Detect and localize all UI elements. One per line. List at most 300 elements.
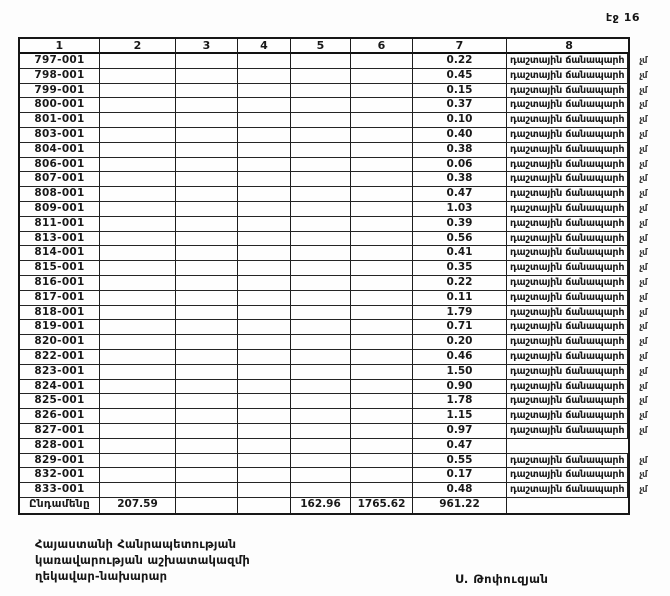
margin-note: չմ: [639, 129, 647, 140]
empty-cell: [351, 217, 413, 232]
total-value-cell: 1765.62: [351, 498, 413, 513]
empty-cell: [291, 291, 351, 306]
margin-note: չմ: [639, 322, 647, 333]
empty-cell: [100, 246, 176, 261]
column-header: 3: [176, 39, 238, 54]
margin-note: չմ: [639, 381, 647, 392]
empty-cell: [351, 246, 413, 261]
empty-cell: [291, 128, 351, 143]
empty-cell: [100, 365, 176, 380]
margin-note: չմ: [639, 144, 647, 155]
value-cell: 1.15: [413, 409, 507, 424]
value-cell: 0.37: [413, 98, 507, 113]
road-label-cell: դաշտային ճանապարհ: [507, 217, 628, 232]
empty-cell: [176, 454, 238, 469]
empty-cell: [238, 172, 291, 187]
empty-cell: [100, 439, 176, 454]
empty-cell: [176, 232, 238, 247]
empty-cell: [176, 158, 238, 173]
margin-note: չմ: [639, 218, 647, 229]
table-row: [20, 335, 647, 350]
margin-note: չմ: [639, 189, 647, 200]
empty-cell: [176, 424, 238, 439]
table-header-row: [20, 39, 628, 54]
value-cell: 0.56: [413, 232, 507, 247]
empty-cell: [351, 439, 413, 454]
margin-note: չմ: [639, 292, 647, 303]
empty-cell: [238, 291, 291, 306]
empty-cell: [291, 276, 351, 291]
empty-cell: [238, 380, 291, 395]
empty-cell: [291, 187, 351, 202]
value-cell: 0.45: [413, 69, 507, 84]
row-code-cell: 798-001: [20, 69, 100, 84]
empty-cell: [176, 98, 238, 113]
empty-cell: [291, 380, 351, 395]
value-cell: 0.11: [413, 291, 507, 306]
table-row: [20, 231, 647, 247]
value-cell: 0.10: [413, 113, 507, 128]
margin-note: չմ: [639, 100, 647, 111]
value-cell: 0.46: [413, 350, 507, 365]
road-label-cell: [507, 439, 628, 454]
margin-note: չմ: [639, 70, 647, 81]
row-code-cell: 832-001: [20, 468, 100, 483]
empty-cell: [100, 468, 176, 483]
table-row: [20, 423, 647, 439]
empty-cell: [351, 69, 413, 84]
total-value-cell: 207.59: [100, 498, 176, 513]
footer-signatory-title: [35, 536, 250, 584]
total-value-cell: 162.96: [291, 498, 351, 513]
table-row: [20, 439, 628, 454]
table-row: [20, 320, 647, 335]
empty-cell: [238, 276, 291, 291]
empty-cell: [291, 113, 351, 128]
empty-cell: [176, 261, 238, 276]
empty-cell: [238, 158, 291, 173]
road-label-cell: դաշտային ճանապարհ: [507, 261, 628, 276]
empty-cell: [351, 84, 413, 99]
empty-cell: [176, 483, 238, 498]
empty-cell: [351, 454, 413, 469]
empty-cell: [351, 468, 413, 483]
road-label-cell: դաշտային ճանապարհ: [507, 158, 628, 173]
empty-cell: [351, 291, 413, 306]
table-total-row: [20, 498, 628, 513]
empty-cell: [291, 84, 351, 99]
road-label-cell: դաշտային ճանապարհ: [507, 187, 628, 202]
empty-cell: [238, 217, 291, 232]
row-code-cell: 827-001: [20, 424, 100, 439]
margin-note: չմ: [639, 425, 647, 436]
row-code-cell: 828-001: [20, 439, 100, 454]
margin-note: չմ: [639, 277, 647, 288]
road-label-cell: դաշտային ճանապարհ: [507, 202, 628, 217]
empty-cell: [238, 306, 291, 321]
road-data-table: [18, 37, 647, 515]
empty-cell: [100, 217, 176, 232]
margin-note: չմ: [639, 307, 647, 318]
road-label-cell: դաշտային ճանապարհ: [507, 454, 628, 469]
signatory-name: Ս. Թոփուզյան: [455, 572, 549, 586]
empty-cell: [238, 498, 291, 513]
row-code-cell: 804-001: [20, 143, 100, 158]
table-row: [20, 187, 647, 202]
row-code-cell: 817-001: [20, 291, 100, 306]
empty-cell: [100, 202, 176, 217]
row-code-cell: 815-001: [20, 261, 100, 276]
empty-cell: [238, 394, 291, 409]
row-code-cell: 829-001: [20, 454, 100, 469]
road-label-cell: դաշտային ճանապարհ: [507, 69, 628, 84]
table-row: [20, 453, 647, 469]
value-cell: 1.50: [413, 365, 507, 380]
page-number-label: էջ 16: [605, 11, 640, 24]
empty-cell: [176, 468, 238, 483]
column-header: 5: [291, 39, 351, 54]
empty-cell: [291, 158, 351, 173]
row-code-cell: 813-001: [20, 232, 100, 247]
empty-cell: [176, 350, 238, 365]
empty-cell: [100, 187, 176, 202]
table-row: [20, 216, 647, 232]
table-body: [20, 54, 647, 498]
empty-cell: [507, 498, 628, 513]
row-code-cell: 799-001: [20, 84, 100, 99]
empty-cell: [351, 276, 413, 291]
empty-cell: [351, 128, 413, 143]
empty-cell: [176, 246, 238, 261]
road-label-cell: դաշտային ճանապարհ: [507, 172, 628, 187]
empty-cell: [100, 84, 176, 99]
empty-cell: [176, 306, 238, 321]
margin-note: չմ: [639, 115, 647, 126]
empty-cell: [291, 306, 351, 321]
margin-note: չմ: [639, 233, 647, 244]
road-label-cell: դաշտային ճանապարհ: [507, 350, 628, 365]
empty-cell: [291, 483, 351, 498]
column-header: 4: [238, 39, 291, 54]
empty-cell: [351, 172, 413, 187]
road-label-cell: դաշտային ճանապարհ: [507, 335, 628, 350]
empty-cell: [100, 158, 176, 173]
empty-cell: [238, 113, 291, 128]
empty-cell: [176, 172, 238, 187]
road-label-cell: դաշտային ճանապարհ: [507, 424, 628, 439]
empty-cell: [351, 98, 413, 113]
row-code-cell: 806-001: [20, 158, 100, 173]
empty-cell: [100, 261, 176, 276]
empty-cell: [351, 320, 413, 335]
row-code-cell: 814-001: [20, 246, 100, 261]
value-cell: 0.20: [413, 335, 507, 350]
table-row: [20, 157, 647, 173]
margin-note: չմ: [639, 470, 647, 481]
empty-cell: [176, 143, 238, 158]
margin-note: չմ: [639, 366, 647, 377]
empty-cell: [238, 350, 291, 365]
margin-note: չմ: [639, 455, 647, 466]
value-cell: 0.15: [413, 84, 507, 99]
empty-cell: [100, 291, 176, 306]
empty-cell: [176, 276, 238, 291]
empty-cell: [100, 454, 176, 469]
value-cell: 0.55: [413, 454, 507, 469]
empty-cell: [351, 143, 413, 158]
empty-cell: [176, 291, 238, 306]
empty-cell: [238, 187, 291, 202]
empty-cell: [238, 424, 291, 439]
value-cell: 0.40: [413, 128, 507, 143]
table-row: [20, 246, 647, 261]
road-label-cell: դաշտային ճանապարհ: [507, 143, 628, 158]
margin-note: չմ: [639, 351, 647, 362]
road-label-cell: դաշտային ճանապարհ: [507, 98, 628, 113]
row-code-cell: 818-001: [20, 306, 100, 321]
table-row: [20, 98, 647, 113]
road-label-cell: դաշտային ճանապարհ: [507, 483, 628, 498]
empty-cell: [351, 394, 413, 409]
value-cell: 0.47: [413, 187, 507, 202]
empty-cell: [238, 454, 291, 469]
empty-cell: [176, 202, 238, 217]
empty-cell: [238, 54, 291, 69]
table-row: [20, 261, 647, 276]
row-code-cell: 825-001: [20, 394, 100, 409]
empty-cell: [351, 202, 413, 217]
value-cell: 0.38: [413, 143, 507, 158]
road-label-cell: դաշտային ճանապարհ: [507, 232, 628, 247]
empty-cell: [100, 380, 176, 395]
road-label-cell: դաշտային ճանապարհ: [507, 380, 628, 395]
row-code-cell: 801-001: [20, 113, 100, 128]
row-code-cell: 803-001: [20, 128, 100, 143]
empty-cell: [291, 261, 351, 276]
empty-cell: [291, 439, 351, 454]
empty-cell: [291, 468, 351, 483]
empty-cell: [100, 306, 176, 321]
empty-cell: [176, 54, 238, 69]
margin-note: չմ: [639, 263, 647, 274]
empty-cell: [238, 98, 291, 113]
empty-cell: [238, 69, 291, 84]
road-label-cell: դաշտային ճանապարհ: [507, 54, 628, 69]
row-code-cell: 808-001: [20, 187, 100, 202]
road-label-cell: դաշտային ճանապարհ: [507, 113, 628, 128]
empty-cell: [291, 232, 351, 247]
road-label-cell: դաշտային ճանապարհ: [507, 291, 628, 306]
row-code-cell: 824-001: [20, 380, 100, 395]
row-code-cell: 826-001: [20, 409, 100, 424]
value-cell: 0.22: [413, 54, 507, 69]
table-row: [20, 483, 647, 498]
value-cell: 0.48: [413, 483, 507, 498]
column-header: 1: [20, 39, 100, 54]
empty-cell: [176, 187, 238, 202]
column-header: 7: [413, 39, 507, 54]
empty-cell: [176, 498, 238, 513]
value-cell: 0.17: [413, 468, 507, 483]
empty-cell: [351, 424, 413, 439]
margin-note: չմ: [639, 159, 647, 170]
empty-cell: [100, 483, 176, 498]
empty-cell: [100, 69, 176, 84]
table-row: [20, 379, 647, 395]
empty-cell: [176, 113, 238, 128]
empty-cell: [176, 84, 238, 99]
margin-note: չմ: [639, 56, 647, 66]
empty-cell: [238, 261, 291, 276]
road-label-cell: դաշտային ճանապարհ: [507, 468, 628, 483]
footer-line: Հայաստանի Հանրապետության: [35, 537, 237, 551]
empty-cell: [291, 217, 351, 232]
empty-cell: [351, 232, 413, 247]
empty-cell: [100, 409, 176, 424]
value-cell: 0.22: [413, 276, 507, 291]
empty-cell: [291, 172, 351, 187]
row-code-cell: 811-001: [20, 217, 100, 232]
value-cell: 0.97: [413, 424, 507, 439]
road-label-cell: դաշտային ճանապարհ: [507, 84, 628, 99]
column-header: 2: [100, 39, 176, 54]
empty-cell: [351, 306, 413, 321]
row-code-cell: 800-001: [20, 98, 100, 113]
table-row: [20, 275, 647, 291]
table-row: [20, 394, 647, 409]
empty-cell: [238, 365, 291, 380]
empty-cell: [100, 232, 176, 247]
row-code-cell: 823-001: [20, 365, 100, 380]
row-code-cell: 809-001: [20, 202, 100, 217]
empty-cell: [176, 217, 238, 232]
empty-cell: [238, 320, 291, 335]
row-code-cell: 816-001: [20, 276, 100, 291]
table-row: [20, 54, 647, 69]
empty-cell: [176, 365, 238, 380]
margin-note: չմ: [639, 337, 647, 348]
empty-cell: [176, 409, 238, 424]
value-cell: 1.78: [413, 394, 507, 409]
footer-line: կառավարության աշխատակազմի: [35, 553, 250, 567]
empty-cell: [100, 98, 176, 113]
empty-cell: [100, 394, 176, 409]
row-code-cell: 822-001: [20, 350, 100, 365]
empty-cell: [100, 320, 176, 335]
empty-cell: [238, 232, 291, 247]
empty-cell: [238, 143, 291, 158]
road-label-cell: դաշտային ճանապարհ: [507, 320, 628, 335]
empty-cell: [238, 483, 291, 498]
empty-cell: [176, 69, 238, 84]
value-cell: 0.90: [413, 380, 507, 395]
empty-cell: [351, 335, 413, 350]
road-label-cell: դաշտային ճանապարհ: [507, 246, 628, 261]
table-row: [20, 68, 647, 84]
empty-cell: [351, 54, 413, 69]
empty-cell: [100, 335, 176, 350]
empty-cell: [351, 365, 413, 380]
empty-cell: [238, 202, 291, 217]
column-header: 6: [351, 39, 413, 54]
margin-note: չմ: [639, 248, 647, 259]
value-cell: 1.79: [413, 306, 507, 321]
empty-cell: [291, 335, 351, 350]
table-row: [20, 127, 647, 143]
value-cell: 0.06: [413, 158, 507, 173]
column-header: 8: [507, 39, 628, 54]
empty-cell: [176, 394, 238, 409]
row-code-cell: 797-001: [20, 54, 100, 69]
empty-cell: [100, 350, 176, 365]
empty-cell: [351, 409, 413, 424]
table-row: [20, 349, 647, 365]
empty-cell: [291, 394, 351, 409]
empty-cell: [238, 84, 291, 99]
road-label-cell: դաշտային ճանապարհ: [507, 306, 628, 321]
value-cell: 0.71: [413, 320, 507, 335]
empty-cell: [100, 54, 176, 69]
empty-cell: [351, 483, 413, 498]
empty-cell: [176, 335, 238, 350]
empty-cell: [238, 335, 291, 350]
empty-cell: [291, 98, 351, 113]
empty-cell: [291, 320, 351, 335]
row-code-cell: 819-001: [20, 320, 100, 335]
road-label-cell: դաշտային ճանապարհ: [507, 276, 628, 291]
value-cell: 1.03: [413, 202, 507, 217]
margin-note: չմ: [639, 203, 647, 214]
empty-cell: [238, 439, 291, 454]
empty-cell: [100, 113, 176, 128]
empty-cell: [291, 202, 351, 217]
margin-note: չմ: [639, 85, 647, 96]
table-row: [20, 305, 647, 321]
empty-cell: [176, 380, 238, 395]
empty-cell: [100, 276, 176, 291]
margin-note: չմ: [639, 411, 647, 422]
table-row: [20, 142, 647, 158]
empty-cell: [291, 54, 351, 69]
road-label-cell: դաշտային ճանապարհ: [507, 365, 628, 380]
table-row: [20, 83, 647, 99]
empty-cell: [100, 424, 176, 439]
table-row: [20, 172, 647, 187]
total-label-cell: Ընդամենը: [20, 498, 100, 513]
total-value-cell: 961.22: [413, 498, 507, 513]
road-label-cell: դաշտային ճանապարհ: [507, 128, 628, 143]
empty-cell: [238, 128, 291, 143]
row-code-cell: 833-001: [20, 483, 100, 498]
empty-cell: [351, 380, 413, 395]
table-row: [20, 201, 647, 217]
value-cell: 0.35: [413, 261, 507, 276]
empty-cell: [100, 128, 176, 143]
empty-cell: [238, 409, 291, 424]
table-row: [20, 290, 647, 306]
empty-cell: [291, 365, 351, 380]
empty-cell: [351, 261, 413, 276]
value-cell: 0.47: [413, 439, 507, 454]
table-row: [20, 364, 647, 380]
footer-line: ղեկավար-նախարար: [35, 569, 168, 583]
empty-cell: [351, 187, 413, 202]
empty-cell: [238, 246, 291, 261]
value-cell: 0.39: [413, 217, 507, 232]
empty-cell: [351, 158, 413, 173]
empty-cell: [351, 113, 413, 128]
empty-cell: [291, 350, 351, 365]
